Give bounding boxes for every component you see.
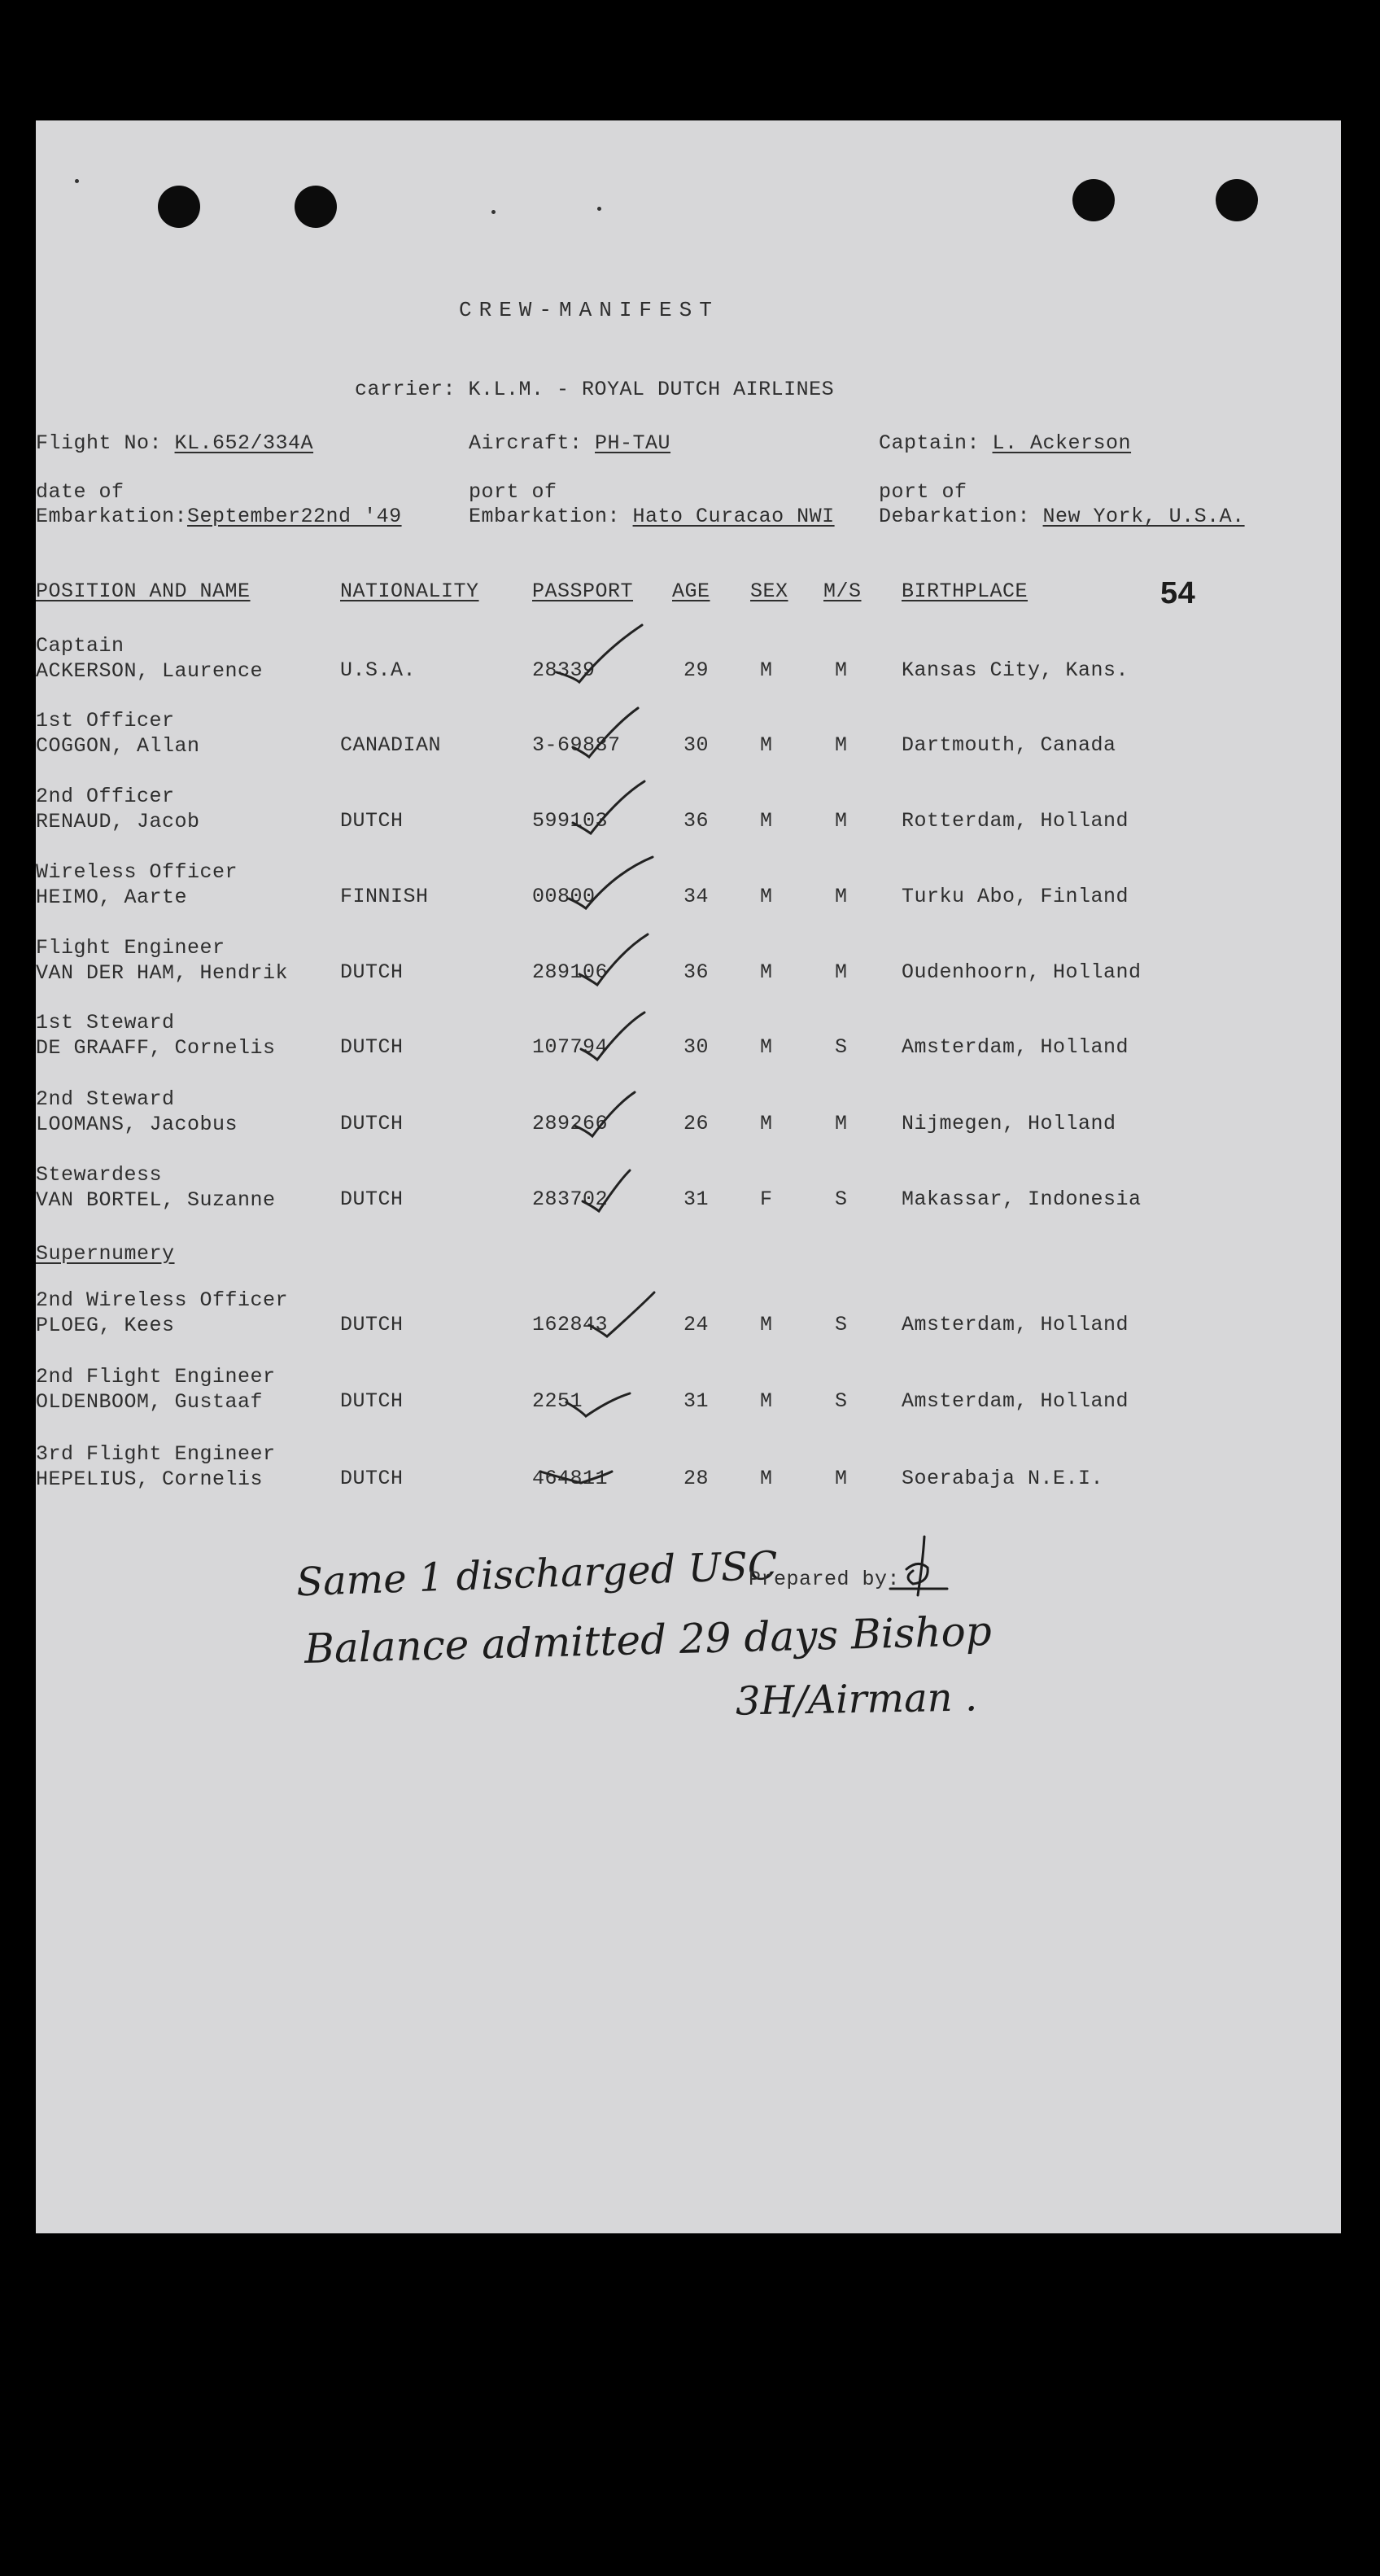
column-header-position-name: POSITION AND NAME — [36, 579, 251, 603]
column-header-birthplace: BIRTHPLACE — [902, 579, 1028, 603]
supernumerary-heading: Supernumery — [36, 1242, 175, 1266]
debarkation-port-label: port of — [879, 480, 967, 504]
handwritten-note-airman: 3H/Airman . — [735, 1674, 978, 1725]
crew-marital-status: S — [835, 1035, 848, 1059]
crew-birthplace: Turku Abo, Finland — [902, 885, 1129, 908]
column-header-ms: M/S — [823, 579, 862, 603]
crew-nationality: DUTCH — [340, 1035, 404, 1059]
crew-birthplace: Oudenhoorn, Holland — [902, 960, 1142, 984]
crew-passport: 107794 — [532, 1035, 609, 1059]
crew-birthplace: Amsterdam, Holland — [902, 1035, 1129, 1059]
crew-nationality: DUTCH — [340, 1187, 404, 1211]
crew-age: 26 — [683, 1112, 710, 1135]
crew-name: DE GRAAFF, Cornelis — [36, 1036, 276, 1060]
crew-marital-status: M — [835, 1467, 848, 1490]
crew-position: 3rd Flight Engineer — [36, 1442, 276, 1466]
crew-sex: M — [760, 1389, 773, 1413]
crew-passport: 28339 — [532, 658, 596, 682]
handwritten-note-discharged: Same 1 discharged USC — [295, 1542, 779, 1606]
crew-passport: 599103 — [532, 809, 609, 833]
punch-hole — [158, 186, 200, 228]
column-header-passport: PASSPORT — [532, 579, 634, 603]
speck — [597, 207, 601, 211]
carrier-line: carrier: K.L.M. - ROYAL DUTCH AIRLINES — [355, 378, 835, 401]
debarkation-port: Debarkation: New York, U.S.A. — [879, 505, 1245, 528]
crew-sex: M — [760, 1035, 773, 1059]
crew-marital-status: M — [835, 885, 848, 908]
crew-age: 30 — [683, 1035, 710, 1059]
crew-age: 28 — [683, 1467, 710, 1490]
crew-position: 2nd Steward — [36, 1087, 175, 1111]
crew-birthplace: Nijmegen, Holland — [902, 1112, 1116, 1135]
crew-age: 29 — [683, 658, 710, 682]
column-header-nationality: NATIONALITY — [340, 579, 479, 603]
crew-passport: 162843 — [532, 1313, 609, 1336]
crew-nationality: U.S.A. — [340, 658, 417, 682]
crew-name: RENAUD, Jacob — [36, 810, 200, 833]
column-header-age: AGE — [672, 579, 710, 603]
handwritten-note-balance-admitted: Balance admitted 29 days Bishop — [304, 1607, 993, 1673]
crew-position: Captain — [36, 634, 124, 658]
crew-name: VAN BORTEL, Suzanne — [36, 1188, 276, 1212]
crew-birthplace: Amsterdam, Holland — [902, 1389, 1129, 1413]
crew-passport: 289266 — [532, 1112, 609, 1135]
crew-age: 36 — [683, 960, 710, 984]
crew-sex: M — [760, 1112, 773, 1135]
crew-nationality: DUTCH — [340, 809, 404, 833]
embarkation-date: Embarkation:September22nd '49 — [36, 505, 402, 528]
crew-position: 2nd Officer — [36, 785, 175, 808]
punch-hole — [1072, 179, 1115, 221]
embarkation-date-label: date of — [36, 480, 124, 504]
crew-sex: M — [760, 809, 773, 833]
crew-sex: M — [760, 733, 773, 757]
crew-passport: 283702 — [532, 1187, 609, 1211]
crew-marital-status: M — [835, 1112, 848, 1135]
crew-age: 30 — [683, 733, 710, 757]
crew-passport: 00800 — [532, 885, 596, 908]
crew-passport: 2251 — [532, 1389, 583, 1413]
crew-name: PLOEG, Kees — [36, 1314, 175, 1337]
crew-position: 1st Steward — [36, 1011, 175, 1034]
crew-marital-status: S — [835, 1313, 848, 1336]
crew-birthplace: Soerabaja N.E.I. — [902, 1467, 1104, 1490]
speck — [491, 210, 496, 214]
crew-name: HEPELIUS, Cornelis — [36, 1467, 264, 1491]
crew-name: LOOMANS, Jacobus — [36, 1113, 238, 1136]
crew-passport: 3-69887 — [532, 733, 621, 757]
aircraft: Aircraft: PH-TAU — [469, 431, 671, 455]
document-title: CREW-MANIFEST — [459, 298, 719, 322]
crew-nationality: DUTCH — [340, 960, 404, 984]
crew-age: 31 — [683, 1389, 710, 1413]
crew-position: Stewardess — [36, 1163, 163, 1187]
crew-birthplace: Rotterdam, Holland — [902, 809, 1129, 833]
crew-position: 1st Officer — [36, 709, 175, 733]
crew-sex: M — [760, 1313, 773, 1336]
crew-nationality: FINNISH — [340, 885, 429, 908]
column-header-sex: SEX — [750, 579, 788, 603]
crew-birthplace: Amsterdam, Holland — [902, 1313, 1129, 1336]
manifest-page — [36, 120, 1341, 2233]
crew-name: VAN DER HAM, Hendrik — [36, 961, 289, 985]
speck — [75, 179, 79, 183]
crew-nationality: DUTCH — [340, 1389, 404, 1413]
crew-marital-status: S — [835, 1187, 848, 1211]
crew-passport: 289106 — [532, 960, 609, 984]
crew-age: 34 — [683, 885, 710, 908]
crew-sex: M — [760, 885, 773, 908]
embarkation-port: Embarkation: Hato Curacao NWI — [469, 505, 835, 528]
embarkation-port-label: port of — [469, 480, 557, 504]
prepared-by-label: Prepared by: — [749, 1568, 901, 1591]
crew-passport: 464811 — [532, 1467, 609, 1490]
crew-marital-status: S — [835, 1389, 848, 1413]
crew-nationality: DUTCH — [340, 1467, 404, 1490]
crew-sex: F — [760, 1187, 773, 1211]
crew-marital-status: M — [835, 960, 848, 984]
page-number: 54 — [1160, 576, 1196, 610]
crew-name: OLDENBOOM, Gustaaf — [36, 1390, 264, 1414]
crew-position: 2nd Wireless Officer — [36, 1288, 289, 1312]
crew-birthplace: Dartmouth, Canada — [902, 733, 1116, 757]
crew-marital-status: M — [835, 733, 848, 757]
crew-birthplace: Makassar, Indonesia — [902, 1187, 1142, 1211]
punch-hole — [295, 186, 337, 228]
crew-position: 2nd Flight Engineer — [36, 1365, 276, 1389]
captain: Captain: L. Ackerson — [879, 431, 1132, 455]
crew-position: Flight Engineer — [36, 936, 225, 960]
crew-nationality: DUTCH — [340, 1313, 404, 1336]
crew-position: Wireless Officer — [36, 860, 238, 884]
crew-sex: M — [760, 960, 773, 984]
flight-number: Flight No: KL.652/334A — [36, 431, 314, 455]
crew-name: COGGON, Allan — [36, 734, 200, 758]
crew-name: HEIMO, Aarte — [36, 886, 188, 909]
crew-age: 24 — [683, 1313, 710, 1336]
crew-nationality: DUTCH — [340, 1112, 404, 1135]
crew-marital-status: M — [835, 658, 848, 682]
punch-hole — [1216, 179, 1258, 221]
crew-age: 36 — [683, 809, 710, 833]
crew-sex: M — [760, 658, 773, 682]
crew-marital-status: M — [835, 809, 848, 833]
crew-name: ACKERSON, Laurence — [36, 659, 264, 683]
crew-age: 31 — [683, 1187, 710, 1211]
crew-sex: M — [760, 1467, 773, 1490]
crew-birthplace: Kansas City, Kans. — [902, 658, 1129, 682]
crew-nationality: CANADIAN — [340, 733, 442, 757]
